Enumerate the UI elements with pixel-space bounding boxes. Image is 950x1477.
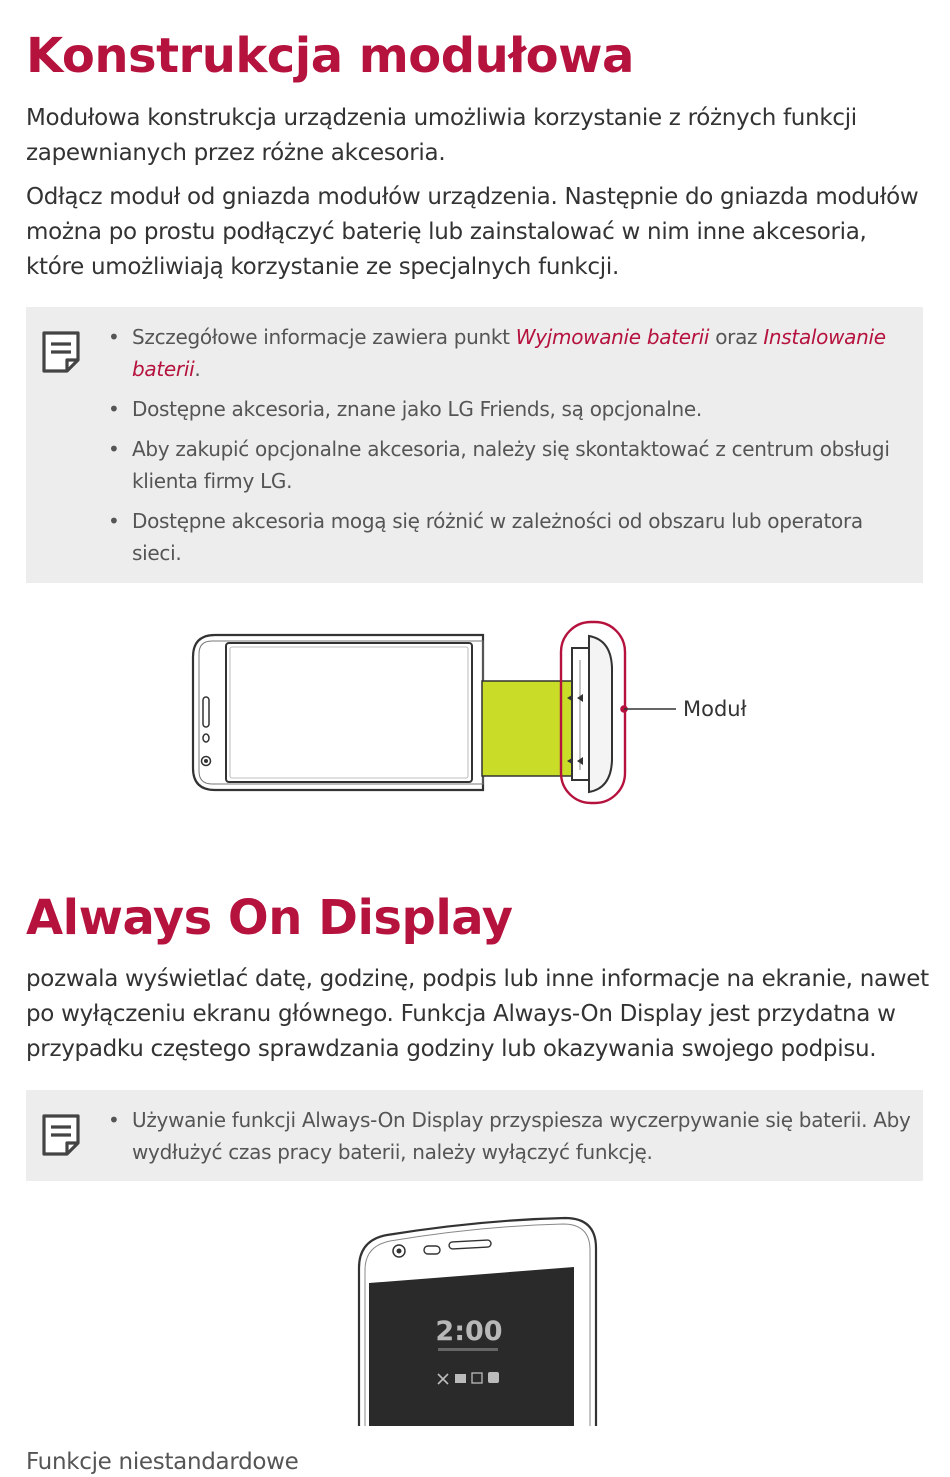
aod-diagram bbox=[0, 1210, 950, 1430]
section-title-modular: Konstrukcja modułowa bbox=[26, 28, 634, 84]
note-list bbox=[108, 1104, 913, 1176]
link-install-battery[interactable]: Instalowanie baterii bbox=[132, 325, 886, 381]
link-remove-battery[interactable]: Wyjmowanie baterii bbox=[515, 325, 710, 349]
module-diagram bbox=[0, 612, 950, 812]
module-cap-illustration bbox=[567, 636, 612, 792]
aod-date-line bbox=[438, 1348, 498, 1351]
aod-intro-paragraph: pozwala wyświetlać datę, godzinę, podpis lub inne informacje na ekranie, nawet po wyłączeniu ekranu głównego. Funkcja Always-On Display jest przydatna w przypadku częstego sprawdzania godziny lub okazywania swojego podpisu. bbox=[26, 966, 929, 1062]
modular-intro-paragraph: Modułowa konstrukcja urządzenia umożliwia korzystanie z różnych funkcji zapewnianych przez różne akcesoria. bbox=[26, 105, 857, 166]
note-item: • Aby zakupić opcjonalne akcesoria, należy się skontaktować z centrum obsługi klienta firmy LG. bbox=[108, 433, 913, 497]
note-text: . bbox=[194, 357, 201, 381]
note-icon bbox=[40, 1112, 82, 1158]
note-box-modular bbox=[26, 307, 923, 583]
note-box-aod bbox=[26, 1090, 923, 1181]
note-item: • Dostępne akcesoria, znane jako LG Friends, są opcjonalne. bbox=[108, 393, 913, 425]
note-list bbox=[108, 321, 913, 577]
page-footer: Funkcje niestandardowe bbox=[26, 1449, 299, 1475]
note-text: Szczegółowe informacje zawiera punkt bbox=[132, 325, 516, 349]
phone-body-illustration bbox=[193, 635, 483, 790]
section-title-aod: Always On Display bbox=[26, 890, 513, 946]
note-item bbox=[108, 321, 913, 385]
note-icon bbox=[40, 329, 82, 375]
note-item: • Używanie funkcji Always-On Display przyspiesza wyczerpywanie się baterii. Aby wydłużyć czas pracy baterii, należy wyłączyć funkcję. bbox=[108, 1104, 913, 1168]
note-text: oraz bbox=[709, 325, 764, 349]
note-item: • Dostępne akcesoria mogą się różnić w zależności od obszaru lub operatora sieci. bbox=[108, 505, 913, 569]
modular-detail-paragraph: Odłącz moduł od gniazda modułów urządzenia. Następnie do gniazda modułów można po prostu podłączyć baterię lub zainstalować w nim inne akcesoria, które umożliwiają korzystanie ze specjalnych funkcji. bbox=[26, 184, 919, 280]
module-label: Moduł bbox=[683, 697, 747, 721]
aod-clock: 2:00 bbox=[435, 1316, 503, 1347]
app-icon bbox=[488, 1372, 499, 1383]
message-icon bbox=[455, 1374, 466, 1383]
